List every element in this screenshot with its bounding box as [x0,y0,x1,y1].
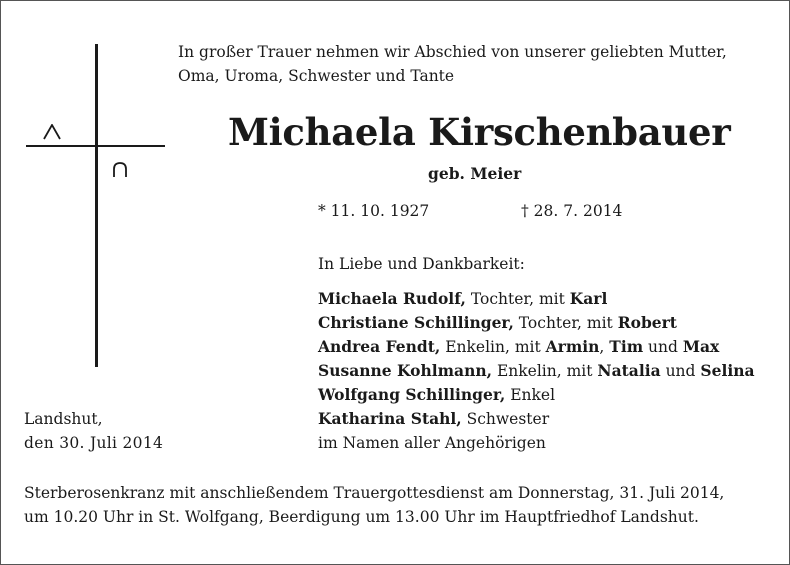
survivors-list [318,287,755,455]
service-line-1: Sterberosenkranz mit anschließendem Trauergottesdienst am Donnerstag, 31. Juli 2014, [24,484,725,502]
survivor-relation: Schwester [461,410,550,428]
survivor-relation: Enkel [505,386,556,404]
survivor-separator: , [599,338,610,356]
survivor-relation: Enkelin, mit [440,338,546,356]
survivor-row [318,407,755,431]
deceased-name: Michaela Kirschenbauer [228,110,731,154]
date: den 30. Juli 2014 [24,434,164,452]
survivor-name: Michaela Rudolf, [318,289,466,308]
survivor-name: Andrea Fendt, [318,337,441,356]
survivor-name: Christiane Schillinger, [318,313,514,332]
survivor-partner: Tim [609,337,644,356]
birth-date: * 11. 10. 1927 [318,202,430,220]
survivor-name: Susanne Kohlmann, [318,361,493,380]
intro-text [178,40,727,88]
survivor-partner: Natalia [597,361,661,380]
survivor-partner: Armin [545,337,600,356]
survivor-relation: Enkelin, mit [492,362,598,380]
survivor-row [318,335,755,359]
survivor-separator: und [643,338,683,356]
intro-line-2: Oma, Uroma, Schwester und Tante [178,67,455,85]
survivor-partner: Max [682,337,720,356]
service-line-2: um 10.20 Uhr in St. Wolfgang, Beerdigung um 13.00 Uhr im Hauptfriedhof Landshut. [24,508,699,526]
survivor-partner: Selina [700,361,755,380]
survivor-name: Katharina Stahl, [318,409,462,428]
place-date [24,407,163,455]
survivor-row [318,383,755,407]
alpha-icon [43,124,61,140]
omega-icon [112,162,128,178]
survivor-partner: Karl [569,289,608,308]
birth-name: geb. Meier [428,164,522,183]
place: Landshut, [24,410,103,428]
survivor-name: Wolfgang Schillinger, [318,385,506,404]
cross-horizontal-bar [26,145,165,147]
service-info [24,481,766,529]
survivor-separator: und [660,362,701,380]
survivor-partner: Robert [617,313,677,332]
survivor-relation: Tochter, mit [513,314,618,332]
survivor-row [318,287,755,311]
thanks-line: In Liebe und Dankbarkeit: [318,255,525,273]
death-date: † 28. 7. 2014 [521,202,623,220]
survivor-row [318,311,755,335]
cross-vertical-bar [95,44,98,367]
intro-line-1: In großer Trauer nehmen wir Abschied von unserer geliebten Mutter, [178,43,727,61]
survivor-relation: Tochter, mit [465,290,570,308]
closing-line: im Namen aller Angehörigen [318,434,546,452]
survivor-row [318,359,755,383]
